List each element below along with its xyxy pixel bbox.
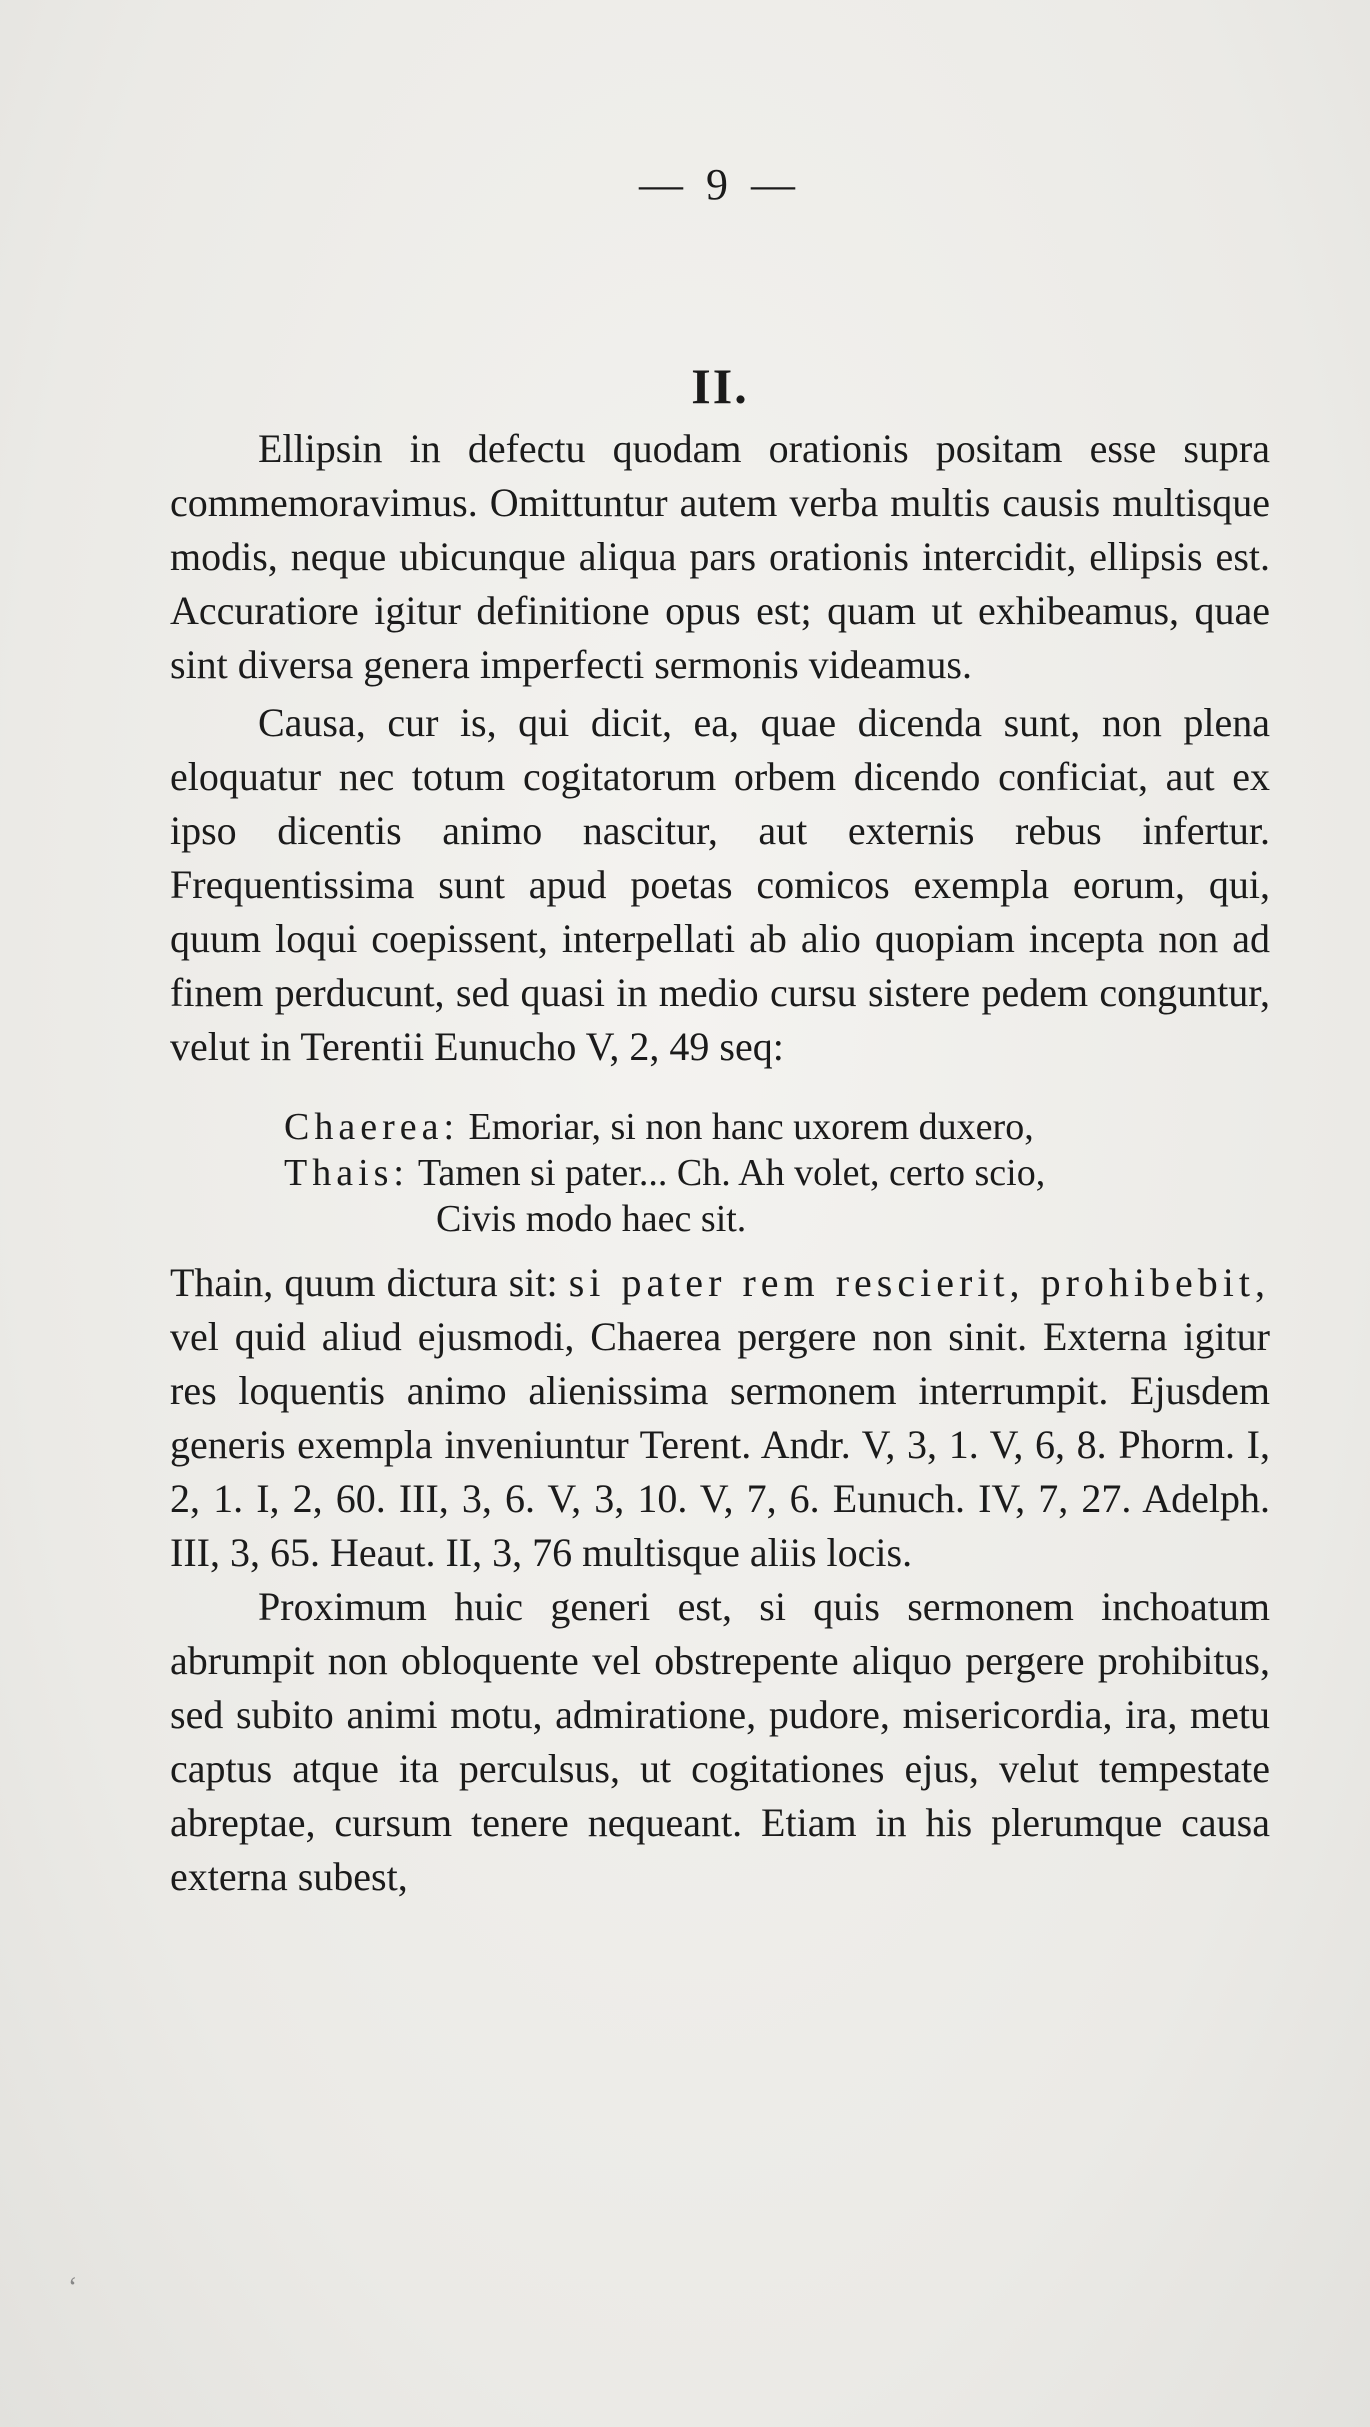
verse-line-3: Civis modo haec sit.: [436, 1198, 747, 1240]
speaker-chaerea: Chaerea:: [284, 1106, 460, 1148]
verse-quotation: [170, 1104, 1270, 1242]
paragraph-3: [170, 1256, 1270, 1580]
paragraph-4: Proximum huic generi est, si quis sermonem inchoatum abrumpit non obloquente vel obstrepente aliquo pergere prohibitus, sed subito animi motu, admiratione, pudore, misericordia, ira, metu captus atque ita perculsus, ut cogitationes ejus, velut tempestate abreptae, cursum tenere nequeant. Etiam in his plerumque causa externa subest,: [170, 1584, 1270, 1899]
paragraph-2: Causa, cur is, qui dicit, ea, quae dicenda sunt, non plena eloquatur nec totum cogitatorum orbem dicendo conficiat, aut ex ipso dicentis animo nascitur, aut externis rebus infertur. Frequentissima sunt apud poetas comicos exempla eorum, qui, quum loqui coepissent, interpellati ab alio quopiam incepta non ad finem perducunt, sed quasi in medio cursu sistere pedem conguntur, velut in Terentii Eunucho V, 2, 49 seq:: [170, 700, 1270, 1069]
verse-text-2b: Ah volet, certo scio,: [738, 1152, 1046, 1194]
spacer: [170, 1242, 1270, 1256]
paragraph-1: Ellipsin in defectu quodam orationis positam esse supra commemoravimus. Omittuntur autem verba multis causis multisque modis, neque ubicunque aliqua pars orationis intercidit, ellipsis est. Accuratiore igitur definitione opus est; quam ut exhibeamus, quae sint diversa genera imperfecti sermonis videamus.: [170, 426, 1270, 687]
speaker-ch: Ch.: [676, 1152, 731, 1194]
verse-line-2: [284, 1150, 1270, 1196]
verse-text-1: Emoriar, si non hanc uxorem duxero,: [468, 1106, 1034, 1148]
page-number: — 9 —: [639, 160, 801, 209]
paragraph-3-spaced-quote: si pater rem rescierit, prohibebit,: [568, 1260, 1271, 1305]
verse-line-1: [284, 1104, 1270, 1150]
paragraph-3-body: vel quid aliud ejusmodi, Chaerea pergere non sinit. Externa igitur res loquentis animo alienissima sermonem interrumpit. Ejusdem generis exempla inveniuntur Terent. Andr. V, 3, 1. V, 6, 8. Phorm. I, 2, 1. I, 2, 60. III, 3, 6. V, 3, 10. V, 7, 6. Eunuch. IV, 7, 27. Adelph. III, 3, 65. Heaut. II, 3, 76 multisque aliis locis.: [170, 1314, 1270, 1575]
paragraph-3-lead: Thain, quum dictura sit:: [170, 1260, 558, 1305]
verse-text-2a: Tamen si pater...: [417, 1152, 668, 1194]
text-block: [170, 150, 1270, 1904]
section-heading: II.: [691, 358, 749, 414]
spacer: [170, 1074, 1270, 1104]
margin-mark: ‘: [68, 2272, 78, 2303]
speaker-thais: Thais:: [284, 1152, 409, 1194]
